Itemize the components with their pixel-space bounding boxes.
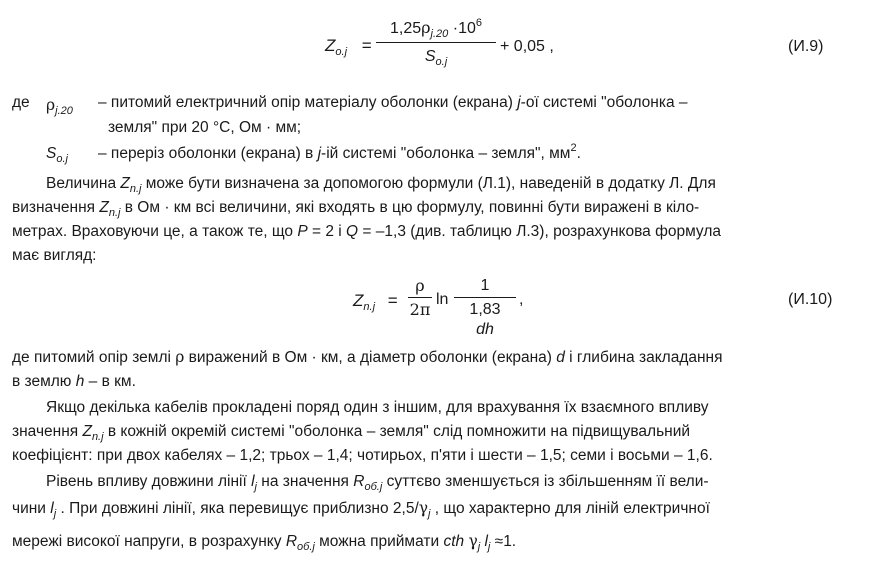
equation-1-denominator: $S_{o.j}$ — [424, 48, 448, 68]
equation-1-lhs: $Z_{o.j}$ = — [325, 36, 372, 58]
equation-1-fraction — [376, 17, 496, 68]
definition-1-text-cont: земля" при 20 °С, Ом · мм; — [108, 119, 302, 136]
paragraph-1: Величина $Z_{n.j}$ може бути визначена за допомогою формули (Л.1), наведеній в додатку Л. Для визначення $Z_{n.j}$ в Ом · км всі величини, які входять в цю формулу, повинні бути виражені в кіло- метрах. Враховуючи це, а також те, що P = 2 і Q = –1,3 (див. таблицю Л.3), розрахункова формула має вигляд: — [12, 175, 722, 264]
definition-2-text: – переріз оболонки (екрана) в j-ій системі "оболонка – земля", $мм^2$. — [98, 142, 581, 162]
equation-2-fraction-2: 1 1,83 dh — [454, 276, 516, 340]
fraction-bar — [408, 297, 432, 298]
definitions-label: де — [12, 94, 30, 111]
equation-2-comma: , — [519, 291, 524, 308]
paragraph-2: де питомий опір землі ρ виражений в Ом · км, а діаметр оболонки (екрана) d і глибина закладання в землю h – в км. — [12, 348, 723, 390]
fraction-bar — [376, 42, 496, 43]
paragraph-3: Якщо декілька кабелів прокладені поряд один з іншим, для врахування їх взаємного впливу значення $Z_{n.j}$ в кожній окремій системі "оболонка – земля" слід помножити на підвищувальний коефіцієнт: при двох кабелях – 1,2; трьох – 1,4; чотирьох, п'яти і шести – 1,5; семи і восьми – 1,6. — [12, 399, 713, 464]
equation-2-ln: ln — [436, 291, 449, 308]
equation-2-fraction-1: ρ 2π — [409, 276, 431, 319]
definition-1-symbol: $\rho_{j.20}$ — [46, 96, 73, 117]
definition-2-symbol: $S_{o.j}$ — [46, 145, 68, 165]
paragraph-4: Рівень впливу довжини лінії $l_j$ на значення $R_{об.j}$ суттєво зменшується із збільшенням її вели- чини $l_j$ . При довжині лінії, яка перевищує приблизно $2,5/\gamma_j$ , що характерно для ліній електричної мережі високої напруги, в розрахунку $R_{об.j}$ можна приймати cth $\gamma_j$ $l_j \approx 1$. — [12, 473, 710, 553]
equation-1-numerator: $1,25\rho_{j.20} \cdot 10^6$ — [390, 17, 482, 40]
definition-1-text: – питомий електричний опір матеріалу оболонки (екрана) j-ої системі "оболонка – — [98, 94, 688, 111]
fraction-bar — [454, 297, 516, 298]
equation-2-number: (И.10) — [788, 291, 833, 308]
equation-1-number: (И.9) — [788, 38, 824, 55]
equation-1-constant: + 0,05 , — [500, 38, 554, 55]
equation-2-lhs: $Z_{n.j}$ = — [353, 291, 398, 313]
